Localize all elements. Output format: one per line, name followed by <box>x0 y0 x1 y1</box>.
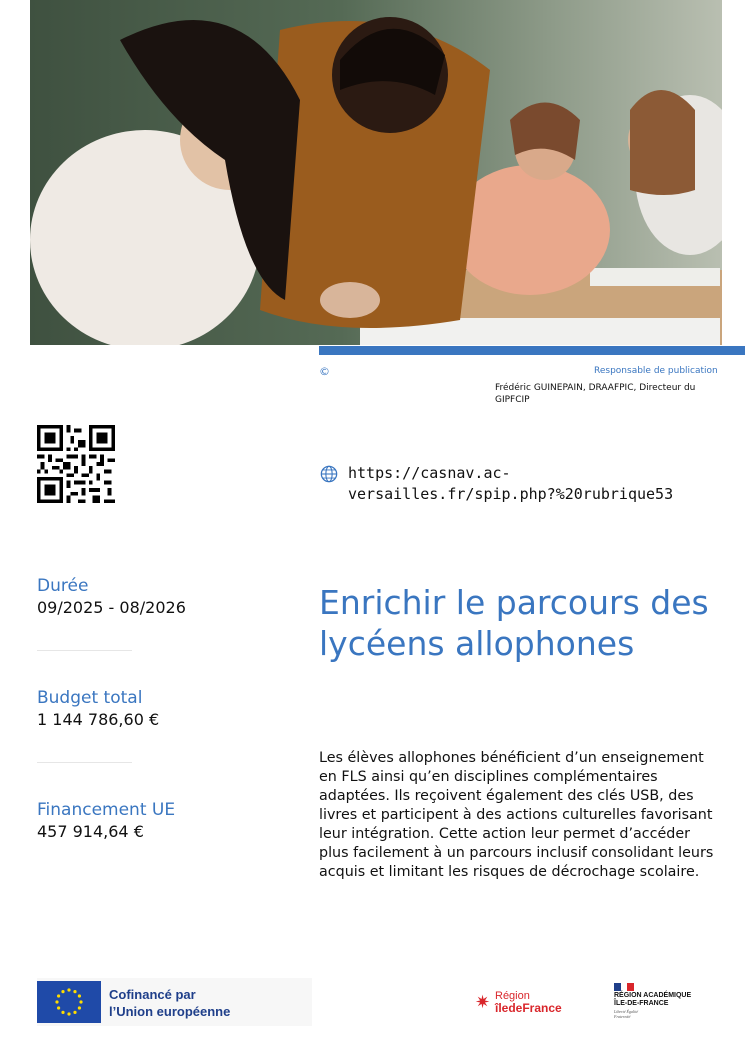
project-description: Les élèves allophones bénéficient d’un enseignement en FLS ainsi qu’en disciplines complémentaires adaptées. Ils reçoivent également des clés USB, des livres et participent à des actions culturelles favorisant leur intégration. Cette action leur permet d’accéder plus facilement à un parcours inclusif consolidant leurs acquis et limitant les risques de décrochage scolaire. <box>319 750 714 880</box>
duration-block <box>37 575 237 619</box>
acad-line-2: ÎLE-DE-FRANCE <box>614 1000 669 1007</box>
eu-flag-icon <box>37 981 101 1023</box>
eu-funding-block <box>37 799 237 843</box>
region-word: Région <box>495 990 530 1002</box>
region-name: îledeFrance <box>495 1001 562 1015</box>
acad-line-1: RÉGION ACADÉMIQUE <box>614 992 692 999</box>
eu-line-1: Cofinancé par <box>109 987 196 1002</box>
accent-bar <box>319 346 745 355</box>
project-title: Enrichir le parcours des lycéens allophones <box>319 583 709 663</box>
region-academique-logo <box>614 983 724 1023</box>
students-photo-illustration <box>30 0 722 345</box>
divider <box>37 650 132 651</box>
copyright-symbol: © <box>319 365 330 378</box>
project-url[interactable]: https://casnav.ac-versailles.fr/spip.php?%20rubrique53 <box>348 464 674 503</box>
hero-photo <box>30 0 722 345</box>
french-flag-icon <box>614 983 634 991</box>
publication-responsible-label: Responsable de publication <box>594 366 718 376</box>
eu-cofunding-text <box>109 986 230 1020</box>
duration-value: 09/2025 - 08/2026 <box>37 598 186 617</box>
budget-block <box>37 687 237 731</box>
globe-icon <box>320 465 338 483</box>
eu-cofunding-logo <box>37 978 312 1026</box>
publication-responsible-name: Frédéric GUINEPAIN, DRAAFPIC, Directeur du GIPFCIP <box>495 383 696 405</box>
budget-value: 1 144 786,60 € <box>37 710 160 729</box>
divider <box>37 762 132 763</box>
qr-code[interactable] <box>37 425 115 503</box>
eu-funding-value: 457 914,64 € <box>37 822 144 841</box>
star-icon: ✷ <box>475 992 491 1013</box>
eu-funding-label: Financement UE <box>37 800 176 820</box>
region-ile-de-france-logo <box>475 990 575 1020</box>
acad-motto: Liberté Égalité Fraternité <box>614 1009 639 1019</box>
duration-label: Durée <box>37 576 89 596</box>
eu-line-2: l’Union européenne <box>109 1004 231 1019</box>
budget-label: Budget total <box>37 688 143 708</box>
